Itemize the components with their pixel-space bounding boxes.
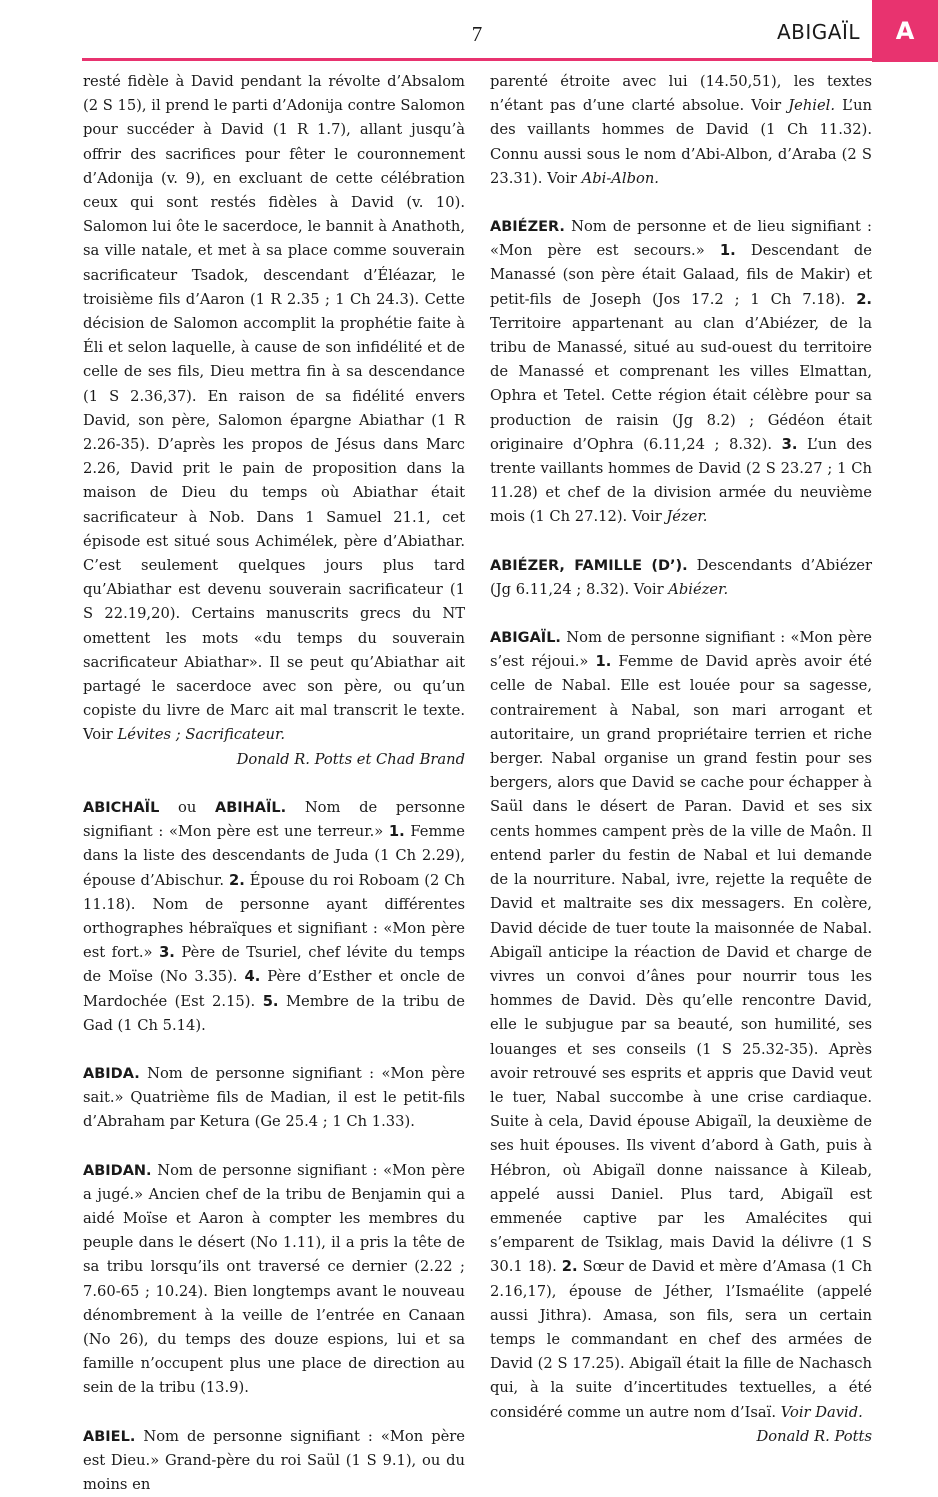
definition: Nom de personne signifiant : «Mon père a jugé.» Ancien chef de la tribu de Benjamin qui a aidé Moïse et Aaron à compter les membres du peuple dans le désert (No 1.11), il a pris la tête de sa tribu lorsqu’ils ont traversé ce dernier (2.22 ; 7.60-65 ; 10.24). Bien longtemps avant le nouveau dénombrement à la veille de l’entrée en Canaan (No 26), du temps des douze espions, lui et sa famille n’occupent plus une place de direction au sein de la tribu (13.9). (83, 1161, 465, 1397)
definition: parenté étroite avec lui (14.50,51), les textes n’étant pas d’une clarté absolue. Voir (490, 73, 872, 115)
headword: ABIGAÏL. (490, 630, 561, 647)
running-head: ABIGAÏL (776, 20, 860, 44)
entry-abichail (83, 796, 465, 1038)
entry-text: resté fidèle à David pendant la révolte d’Absalom (2 S 15), il prend le parti d’Adonija contre Salomon pour succéder à David (1 R 1.7), allant jusqu’à offrir des sacrifices pour fêter le couronnement d’Adonija (v. 9), en excluant de cette célébration ceux qui sont restés fidèles à David (v. 10). Salomon lui ôte le sacerdoce, le bannit à Anathoth, sa ville natale, et met à sa place comme souverain sacrificateur Tsadok, descendant d’Éléazar, le troisième fils d’Aaron (1 R 2.35 ; 1 Ch 24.3). Cette décision de Salomon accomplit la prophétie faite à Éli et selon laquelle, à cause de son infidélité et de celle de ses fils, Dieu mettra fin à sa descendance (1 S 2.36,37). En raison de sa fidélité envers David, son père, Salomon épargne Abiathar (1 R 2.26-35). D’après les propos de Jésus dans Marc 2.26, David prit le pain de proposition dans la maison de Dieu du temps où Abiathar était sacrificateur à Nob. Dans 1 Samuel 21.1, cet épisode est situé sous Achimélek, père d’Abiathar. C’est seulement quelques jours plus tard qu’Abiathar est devenu souverain sacrificateur (1 S 22.19,20). Certains manuscrits grecs du NT omettent les mots «du temps du souverain sacrificateur Abiathar». Il se peut qu’Abiathar ait partagé le sacerdoce avec son père, ou qu’un copiste du livre de Marc ait mal transcrit le texte. Voir (83, 73, 465, 744)
sense-number: 1. (388, 823, 405, 841)
definition: Nom de personne signifiant : «Mon père sait.» Quatrième fils de Madian, il est le petit-fils d’Abraham par Ketura (Ge 25.4 ; 1 Ch 1.33). (83, 1064, 465, 1131)
see-also: Jehiel. (788, 97, 836, 115)
definition: Nom de personne signifiant : «Mon père s’est réjoui.» (490, 629, 872, 671)
headword: ABIDAN. (83, 1162, 152, 1179)
see-also: Voir David. (780, 1403, 863, 1421)
entry-abiel (83, 1425, 465, 1497)
sense-number: 2. (229, 871, 245, 889)
headword: ABIDA. (83, 1065, 140, 1082)
entry-abiel-continuation (490, 70, 872, 191)
sense-number: 2. (856, 290, 872, 308)
definition: Nom de personne et de lieu signifiant : «Mon père est secours.» (490, 218, 872, 260)
page-header (0, 0, 938, 60)
headword: ABICHAÏL (83, 799, 160, 816)
headword: ABIÉZER, FAMILLE (D’). (490, 557, 688, 574)
definition: L’un des vaillants hommes de David (1 Ch 11.32). Connu aussi sous le nom d’Abi-Albon, d’Araba (2 S 23.31). Voir (490, 97, 872, 187)
entry-abiezer-famille (490, 554, 872, 602)
page-number: 7 (471, 22, 483, 46)
see-also: Lévites ; Sacrificateur. (117, 726, 286, 744)
definition: Nom de personne signifiant : «Mon père est Dieu.» Grand-père du roi Saül (1 S 9.1), ou du moins en (83, 1427, 465, 1493)
sense-number: 3. (159, 944, 175, 962)
sense-number: 1. (719, 242, 736, 260)
definition: Descendants d’Abiézer (Jg 6.11,24 ; 8.32). Voir (490, 556, 872, 598)
sense-text: Territoire appartenant au clan d’Abiézer, de la tribu de Manassé, situé au sud-ouest du territoire de Manassé et comprenant les villes Elmattan, Ophra et Tetel. Cette région était célèbre pour sa production de raisin (Jg 8.2) ; Gédéon était originaire d’Ophra (6.11,24 ; 8.32). (490, 314, 872, 453)
sense-text: Femme dans la liste des descendants de Juda (1 Ch 2.29), épouse d’Abischur. (83, 823, 465, 889)
headword-alt: ABIHAÏL. (214, 799, 287, 816)
sense-text: Père d’Esther et oncle de Mardochée (Est 2.15). (83, 968, 465, 1010)
entry-abida (83, 1062, 465, 1135)
sense-text: Épouse du roi Roboam (2 Ch 11.18). Nom de personne ayant différentes orthographes hébraïques et signifiant : «Mon père est fort.» (83, 871, 465, 962)
sense-number: 4. (244, 968, 261, 986)
entry-abigail (490, 626, 872, 1445)
sense-text: Père de Tsuriel, chef lévite du temps de Moïse (No 3.35). (83, 944, 465, 986)
connector: ou (159, 798, 215, 816)
author-credit: Donald R. Potts et Chad Brand (236, 750, 465, 768)
sense-text: Descendant de Manassé (son père était Galaad, fils de Makir) et petit-fils de Joseph (Jos 17.2 ; 1 Ch 7.18). (490, 242, 872, 308)
definition: Nom de personne signifiant : «Mon père est une terreur.» (83, 798, 466, 841)
sense-number: 3. (781, 435, 798, 453)
header-rule (82, 58, 938, 61)
letter-tab: A (872, 0, 938, 62)
entry-abiezer (490, 215, 872, 530)
right-column (490, 70, 872, 1449)
sense-number: 5. (262, 992, 279, 1010)
sense-text: Membre de la tribu de Gad (1 Ch 5.14). (83, 992, 465, 1034)
see-also: Abi-Albon. (581, 169, 659, 187)
sense-text: Sœur de David et mère d’Amasa (1 Ch 2.16,17), épouse de Jéther, l’Ismaélite (appelé aussi Jithra). Amasa, son fils, sera un certain temps le commandant en chef des armées de David (2 S 17.25). Abigaïl était la fille de Nachasch qui, à la suite d’incertitudes textuelles, a été considéré comme un autre nom d’Isaï. (490, 1258, 872, 1421)
sense-number: 2. (561, 1258, 578, 1276)
entry-abiathar-continuation (83, 70, 465, 748)
left-column (83, 70, 465, 1497)
entry-abidan (83, 1159, 465, 1401)
sense-number: 1. (595, 653, 612, 671)
see-also: Jézer. (666, 508, 708, 526)
author-credit: Donald R. Potts (756, 1427, 872, 1445)
sense-text: Femme de David après avoir été celle de Nabal. Elle est louée pour sa sagesse, contrairement à Nabal, son mari arrogant et autoritaire, un grand propriétaire terrien et riche berger. Nabal organise un grand festin pour ses bergers, alors que David se cache pour échapper à Saül dans le désert de Paran. David et ses six cents hommes campent près de la ville de Maôn. Il entend parler du festin de Nabal et lui demande de la nourriture. Nabal, ivre, rejette la requête de David et maltraite ses dix messagers. En colère, David décide de tuer toute la maisonnée de Nabal. Abigaïl anticipe la réaction de David et charge de vivres un convoi d’ânes pour nourrir tous les hommes de David. Dès qu’elle rencontre David, elle le subjugue par sa beauté, son humilité, ses louanges et ses conseils (1 S 25.32-35). Après avoir retrouvé ses esprits et appris que David veut le tuer, Nabal succombe à une crise cardiaque. Suite à cela, David épouse Abigaïl, la deuxième de ses huit épouses. Ils vivent d’abord à Gath, puis à Hébron, où Abigaïl donne naissance à Kileab, appelé aussi Daniel. Plus tard, Abigaïl est emmenée captive par les Amalécites qui s’emparent de Tsiklag, mais David la délivre (1 S 30.1 18). (490, 653, 872, 1276)
headword: ABIÉZER. (490, 219, 565, 236)
sense-text: L’un des trente vaillants hommes de David (2 S 23.27 ; 1 Ch 11.28) et chef de la division armée du neuvième mois (1 Ch 27.12). Voir (490, 435, 872, 526)
see-also: Abiézer. (668, 580, 729, 598)
headword: ABIEL. (83, 1428, 136, 1445)
